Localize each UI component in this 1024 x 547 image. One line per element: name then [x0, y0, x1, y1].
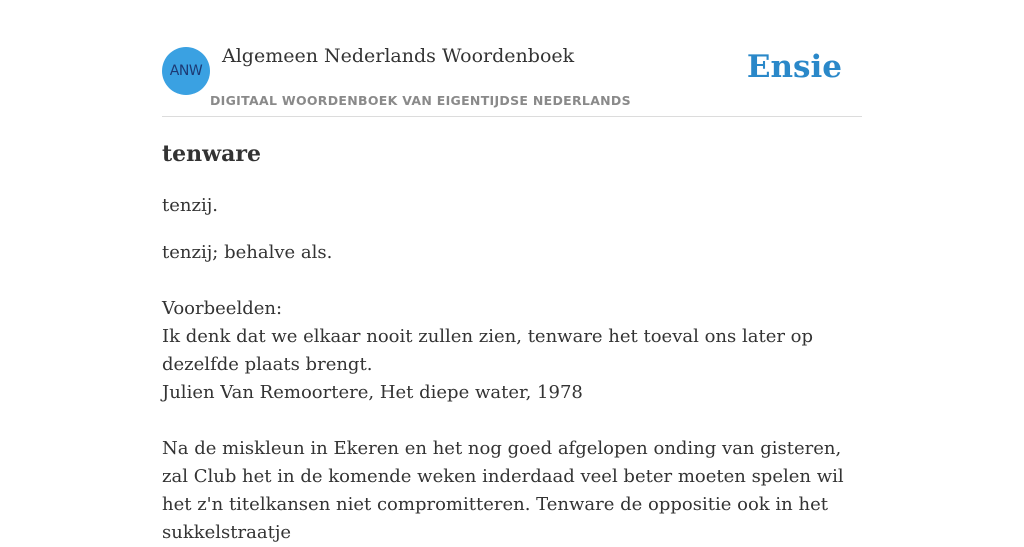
anw-logo-text: ANW: [169, 63, 203, 79]
example-source: Julien Van Remoortere, Het diepe water, 1978: [162, 382, 583, 403]
anw-logo[interactable]: [162, 47, 210, 95]
entry-content: [162, 138, 862, 547]
dictionary-subtitle: DIGITAAL WOORDENBOEK VAN EIGENTIJDSE NEDERLANDS: [210, 93, 631, 108]
long-definition: tenzij; behalve als.: [162, 242, 333, 263]
example-text: Na de miskleun in Ekeren en het nog goed afgelopen onding van gisteren, zal Club het in de komende weken inderdaad veel beter moeten spelen wil het z'n titelkansen niet compromitteren. Tenware de oppositie ook in het sukkelstraatje: [162, 438, 844, 543]
dictionary-name[interactable]: Algemeen Nederlands Woordenboek: [222, 45, 575, 67]
site-header: [162, 0, 862, 117]
example-text: Ik denk dat we elkaar nooit zullen zien, tenware het toeval ons later op dezelfde plaats brengt.: [162, 326, 814, 375]
examples-label: Voorbeelden:: [162, 298, 283, 319]
example-spacer: [162, 407, 862, 435]
ensie-brand-link[interactable]: Ensie: [746, 49, 842, 85]
entry-headword: tenware: [162, 141, 261, 167]
short-definition: tenzij.: [162, 195, 219, 216]
